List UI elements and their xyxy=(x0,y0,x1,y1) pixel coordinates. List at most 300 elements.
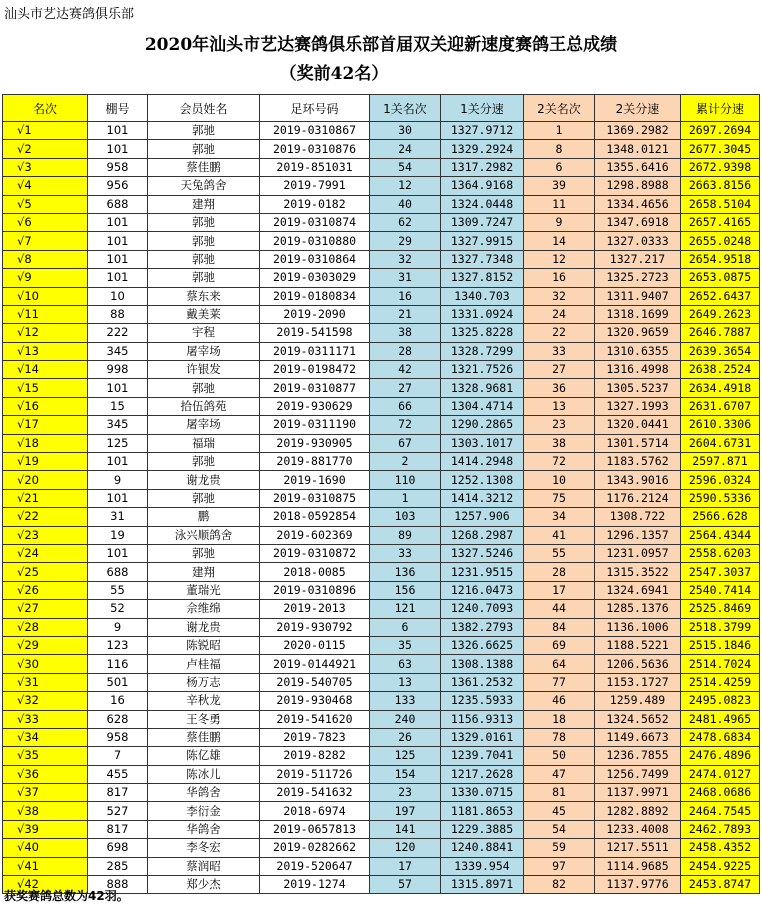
cell-rank: √14 xyxy=(3,361,88,379)
cell-member: 华鸽舍 xyxy=(148,784,260,802)
cell-rank: √31 xyxy=(3,673,88,691)
cell-total-speed: 2474.0127 xyxy=(681,765,760,783)
header-loft: 棚号 xyxy=(88,95,148,122)
cell-ring: 2019-1274 xyxy=(260,876,370,894)
cell-member: 郭驰 xyxy=(148,122,260,140)
cell-ring: 2019-0310876 xyxy=(260,140,370,158)
cell-member: 许银发 xyxy=(148,361,260,379)
cell-member: 蔡佳鹏 xyxy=(148,728,260,746)
cell-loft: 125 xyxy=(88,434,148,452)
cell-stage1-speed: 1325.8228 xyxy=(441,324,524,342)
cell-member: 建翔 xyxy=(148,563,260,581)
cell-member: 郭驰 xyxy=(148,250,260,268)
cell-stage2-rank: 55 xyxy=(524,544,595,562)
cell-member: 屠宰场 xyxy=(148,416,260,434)
cell-stage1-speed: 1315.8971 xyxy=(441,876,524,894)
cell-stage2-speed: 1343.9016 xyxy=(595,471,681,489)
cell-stage2-speed: 1136.1006 xyxy=(595,618,681,636)
cell-member: 泳兴顺鸽舍 xyxy=(148,526,260,544)
cell-loft: 88 xyxy=(88,305,148,323)
cell-loft: 101 xyxy=(88,232,148,250)
cell-rank: √11 xyxy=(3,305,88,323)
cell-stage2-speed: 1348.0121 xyxy=(595,140,681,158)
cell-stage2-rank: 36 xyxy=(524,379,595,397)
table-row xyxy=(3,287,760,305)
table-header-row xyxy=(3,95,760,122)
cell-total-speed: 2540.7414 xyxy=(681,581,760,599)
cell-rank: √18 xyxy=(3,434,88,452)
cell-member: 陈冰儿 xyxy=(148,765,260,783)
cell-stage1-speed: 1240.7093 xyxy=(441,600,524,618)
cell-stage1-rank: 12 xyxy=(370,177,441,195)
cell-stage1-speed: 1327.9915 xyxy=(441,232,524,250)
cell-member: 郭驰 xyxy=(148,544,260,562)
cell-member: 郭驰 xyxy=(148,269,260,287)
cell-stage2-rank: 75 xyxy=(524,489,595,507)
cell-ring: 2019-0310872 xyxy=(260,544,370,562)
cell-rank: √38 xyxy=(3,802,88,820)
cell-loft: 698 xyxy=(88,839,148,857)
cell-ring: 2019-541632 xyxy=(260,784,370,802)
cell-member: 宇程 xyxy=(148,324,260,342)
cell-stage2-rank: 1 xyxy=(524,122,595,140)
cell-ring: 2020-0115 xyxy=(260,636,370,654)
cell-stage1-rank: 121 xyxy=(370,600,441,618)
cell-loft: 9 xyxy=(88,471,148,489)
cell-ring: 2019-0310877 xyxy=(260,379,370,397)
cell-stage2-speed: 1316.4998 xyxy=(595,361,681,379)
cell-ring: 2019-851031 xyxy=(260,158,370,176)
cell-stage1-rank: 16 xyxy=(370,287,441,305)
cell-stage1-speed: 1328.7299 xyxy=(441,342,524,360)
cell-stage1-speed: 1231.9515 xyxy=(441,563,524,581)
cell-ring: 2019-0198472 xyxy=(260,361,370,379)
cell-stage1-speed: 1382.2793 xyxy=(441,618,524,636)
cell-stage1-speed: 1327.8152 xyxy=(441,269,524,287)
table-row xyxy=(3,508,760,526)
cell-stage1-rank: 72 xyxy=(370,416,441,434)
cell-rank: √41 xyxy=(3,857,88,875)
cell-stage1-rank: 28 xyxy=(370,342,441,360)
cell-stage2-speed: 1259.489 xyxy=(595,692,681,710)
cell-ring: 2018-6974 xyxy=(260,802,370,820)
cell-stage1-rank: 26 xyxy=(370,728,441,746)
table-row xyxy=(3,526,760,544)
cell-rank: √29 xyxy=(3,636,88,654)
cell-rank: √20 xyxy=(3,471,88,489)
cell-stage1-rank: 54 xyxy=(370,158,441,176)
cell-member: 戴美莱 xyxy=(148,305,260,323)
cell-loft: 688 xyxy=(88,195,148,213)
cell-ring: 2019-1690 xyxy=(260,471,370,489)
cell-stage1-speed: 1216.0473 xyxy=(441,581,524,599)
cell-stage2-rank: 97 xyxy=(524,857,595,875)
cell-total-speed: 2646.7887 xyxy=(681,324,760,342)
cell-ring: 2019-540705 xyxy=(260,673,370,691)
cell-rank: √17 xyxy=(3,416,88,434)
cell-stage2-rank: 78 xyxy=(524,728,595,746)
page-subtitle: （奖前42名） xyxy=(279,64,389,84)
cell-rank: √23 xyxy=(3,526,88,544)
cell-total-speed: 2566.628 xyxy=(681,508,760,526)
cell-member: 郭驰 xyxy=(148,232,260,250)
cell-rank: √27 xyxy=(3,600,88,618)
cell-stage2-speed: 1217.5511 xyxy=(595,839,681,857)
cell-ring: 2019-0180834 xyxy=(260,287,370,305)
cell-total-speed: 2658.5104 xyxy=(681,195,760,213)
cell-stage2-speed: 1153.1727 xyxy=(595,673,681,691)
cell-total-speed: 2495.0823 xyxy=(681,692,760,710)
cell-stage1-speed: 1217.2628 xyxy=(441,765,524,783)
cell-ring: 2019-602369 xyxy=(260,526,370,544)
cell-stage2-rank: 59 xyxy=(524,839,595,857)
cell-ring: 2019-881770 xyxy=(260,453,370,471)
table-row xyxy=(3,453,760,471)
cell-stage1-speed: 1240.8841 xyxy=(441,839,524,857)
cell-stage1-rank: 136 xyxy=(370,563,441,581)
results-table xyxy=(2,94,760,894)
cell-stage2-speed: 1236.7855 xyxy=(595,747,681,765)
cell-stage1-rank: 67 xyxy=(370,434,441,452)
cell-stage2-rank: 24 xyxy=(524,305,595,323)
table-row xyxy=(3,839,760,857)
cell-rank: √3 xyxy=(3,158,88,176)
cell-stage2-speed: 1233.4008 xyxy=(595,820,681,838)
cell-total-speed: 2677.3045 xyxy=(681,140,760,158)
cell-total-speed: 2525.8469 xyxy=(681,600,760,618)
cell-loft: 101 xyxy=(88,140,148,158)
cell-stage2-speed: 1318.1699 xyxy=(595,305,681,323)
table-row xyxy=(3,361,760,379)
cell-stage2-speed: 1231.0957 xyxy=(595,544,681,562)
cell-total-speed: 2634.4918 xyxy=(681,379,760,397)
cell-member: 华鸽舍 xyxy=(148,820,260,838)
table-row xyxy=(3,618,760,636)
cell-stage2-rank: 41 xyxy=(524,526,595,544)
cell-stage2-rank: 28 xyxy=(524,563,595,581)
cell-ring: 2019-930468 xyxy=(260,692,370,710)
cell-rank: √36 xyxy=(3,765,88,783)
cell-rank: √26 xyxy=(3,581,88,599)
cell-stage1-rank: 240 xyxy=(370,710,441,728)
cell-stage2-speed: 1324.6941 xyxy=(595,581,681,599)
cell-stage1-speed: 1304.4714 xyxy=(441,397,524,415)
cell-member: 卢桂福 xyxy=(148,655,260,673)
cell-loft: 19 xyxy=(88,526,148,544)
cell-rank: √40 xyxy=(3,839,88,857)
cell-total-speed: 2653.0875 xyxy=(681,269,760,287)
cell-total-speed: 2478.6834 xyxy=(681,728,760,746)
cell-stage2-speed: 1347.6918 xyxy=(595,213,681,231)
cell-stage2-rank: 22 xyxy=(524,324,595,342)
cell-rank: √24 xyxy=(3,544,88,562)
cell-stage1-rank: 125 xyxy=(370,747,441,765)
cell-stage1-rank: 62 xyxy=(370,213,441,231)
cell-member: 佘维绵 xyxy=(148,600,260,618)
cell-stage1-rank: 63 xyxy=(370,655,441,673)
cell-stage1-rank: 13 xyxy=(370,673,441,691)
cell-member: 郑少杰 xyxy=(148,876,260,894)
cell-rank: √8 xyxy=(3,250,88,268)
cell-total-speed: 2596.0324 xyxy=(681,471,760,489)
cell-rank: √35 xyxy=(3,747,88,765)
cell-stage2-speed: 1137.9776 xyxy=(595,876,681,894)
cell-loft: 527 xyxy=(88,802,148,820)
cell-stage1-speed: 1308.1388 xyxy=(441,655,524,673)
cell-stage2-speed: 1305.5237 xyxy=(595,379,681,397)
table-row xyxy=(3,784,760,802)
cell-member: 杨万志 xyxy=(148,673,260,691)
cell-member: 屠宰场 xyxy=(148,342,260,360)
cell-stage2-speed: 1311.9407 xyxy=(595,287,681,305)
cell-stage2-speed: 1256.7499 xyxy=(595,765,681,783)
cell-loft: 888 xyxy=(88,876,148,894)
cell-ring: 2018-0085 xyxy=(260,563,370,581)
cell-stage2-speed: 1183.5762 xyxy=(595,453,681,471)
cell-stage1-speed: 1326.6625 xyxy=(441,636,524,654)
cell-member: 董瑞光 xyxy=(148,581,260,599)
cell-loft: 101 xyxy=(88,489,148,507)
cell-stage2-speed: 1327.217 xyxy=(595,250,681,268)
cell-stage2-rank: 47 xyxy=(524,765,595,783)
cell-stage1-speed: 1361.2532 xyxy=(441,673,524,691)
cell-loft: 55 xyxy=(88,581,148,599)
cell-ring: 2019-7991 xyxy=(260,177,370,195)
cell-loft: 16 xyxy=(88,692,148,710)
cell-loft: 455 xyxy=(88,765,148,783)
cell-loft: 52 xyxy=(88,600,148,618)
cell-member: 辛秋龙 xyxy=(148,692,260,710)
cell-stage2-rank: 46 xyxy=(524,692,595,710)
cell-rank: √37 xyxy=(3,784,88,802)
cell-stage2-rank: 17 xyxy=(524,581,595,599)
cell-stage2-rank: 81 xyxy=(524,784,595,802)
table-row xyxy=(3,489,760,507)
cell-stage1-speed: 1290.2865 xyxy=(441,416,524,434)
cell-stage2-rank: 11 xyxy=(524,195,595,213)
cell-total-speed: 2518.3799 xyxy=(681,618,760,636)
cell-stage1-rank: 1 xyxy=(370,489,441,507)
cell-stage2-rank: 18 xyxy=(524,710,595,728)
cell-loft: 688 xyxy=(88,563,148,581)
cell-member: 王冬勇 xyxy=(148,710,260,728)
cell-rank: √22 xyxy=(3,508,88,526)
table-row xyxy=(3,655,760,673)
cell-stage2-speed: 1206.5636 xyxy=(595,655,681,673)
cell-stage2-rank: 38 xyxy=(524,434,595,452)
cell-total-speed: 2672.9398 xyxy=(681,158,760,176)
table-row xyxy=(3,857,760,875)
cell-stage2-speed: 1325.2723 xyxy=(595,269,681,287)
cell-rank: √16 xyxy=(3,397,88,415)
cell-stage1-rank: 33 xyxy=(370,544,441,562)
cell-ring: 2019-0303029 xyxy=(260,269,370,287)
cell-ring: 2019-7823 xyxy=(260,728,370,746)
table-row xyxy=(3,765,760,783)
cell-loft: 501 xyxy=(88,673,148,691)
cell-stage1-rank: 17 xyxy=(370,857,441,875)
cell-total-speed: 2453.8747 xyxy=(681,876,760,894)
cell-total-speed: 2476.4896 xyxy=(681,747,760,765)
cell-rank: √21 xyxy=(3,489,88,507)
cell-loft: 116 xyxy=(88,655,148,673)
table-row xyxy=(3,232,760,250)
cell-ring: 2019-0144921 xyxy=(260,655,370,673)
cell-rank: √32 xyxy=(3,692,88,710)
cell-stage2-rank: 64 xyxy=(524,655,595,673)
cell-stage1-speed: 1331.0924 xyxy=(441,305,524,323)
cell-rank: √6 xyxy=(3,213,88,231)
cell-stage1-speed: 1340.703 xyxy=(441,287,524,305)
cell-total-speed: 2597.871 xyxy=(681,453,760,471)
cell-member: 天兔鸽舍 xyxy=(148,177,260,195)
cell-ring: 2019-541598 xyxy=(260,324,370,342)
cell-total-speed: 2464.7545 xyxy=(681,802,760,820)
cell-rank: √12 xyxy=(3,324,88,342)
cell-stage2-speed: 1308.722 xyxy=(595,508,681,526)
cell-loft: 101 xyxy=(88,379,148,397)
org-name: 汕头市艺达赛鸽俱乐部 xyxy=(4,7,135,22)
cell-stage1-rank: 29 xyxy=(370,232,441,250)
cell-ring: 2019-0311171 xyxy=(260,342,370,360)
cell-rank: √30 xyxy=(3,655,88,673)
cell-stage1-speed: 1328.9681 xyxy=(441,379,524,397)
cell-ring: 2019-0311190 xyxy=(260,416,370,434)
cell-loft: 958 xyxy=(88,728,148,746)
cell-stage1-rank: 156 xyxy=(370,581,441,599)
cell-total-speed: 2663.8156 xyxy=(681,177,760,195)
cell-stage1-speed: 1414.3212 xyxy=(441,489,524,507)
table-row xyxy=(3,140,760,158)
cell-ring: 2019-930905 xyxy=(260,434,370,452)
cell-rank: √33 xyxy=(3,710,88,728)
cell-stage2-rank: 16 xyxy=(524,269,595,287)
cell-stage2-speed: 1327.0333 xyxy=(595,232,681,250)
cell-ring: 2019-511726 xyxy=(260,765,370,783)
header-ring: 足环号码 xyxy=(260,95,370,122)
cell-loft: 345 xyxy=(88,342,148,360)
cell-loft: 101 xyxy=(88,269,148,287)
table-row xyxy=(3,158,760,176)
cell-loft: 31 xyxy=(88,508,148,526)
cell-rank: √19 xyxy=(3,453,88,471)
cell-stage2-speed: 1114.9685 xyxy=(595,857,681,875)
cell-loft: 345 xyxy=(88,416,148,434)
cell-stage1-speed: 1327.7348 xyxy=(441,250,524,268)
cell-loft: 123 xyxy=(88,636,148,654)
cell-member: 郭驰 xyxy=(148,379,260,397)
cell-stage1-rank: 66 xyxy=(370,397,441,415)
cell-stage1-rank: 154 xyxy=(370,765,441,783)
cell-total-speed: 2515.1846 xyxy=(681,636,760,654)
cell-member: 郭驰 xyxy=(148,213,260,231)
cell-stage2-rank: 45 xyxy=(524,802,595,820)
cell-stage1-rank: 89 xyxy=(370,526,441,544)
cell-stage2-speed: 1324.5652 xyxy=(595,710,681,728)
cell-loft: 7 xyxy=(88,747,148,765)
cell-member: 鹏 xyxy=(148,508,260,526)
cell-total-speed: 2564.4344 xyxy=(681,526,760,544)
cell-ring: 2019-541620 xyxy=(260,710,370,728)
cell-total-speed: 2462.7893 xyxy=(681,820,760,838)
table-row xyxy=(3,324,760,342)
cell-ring: 2019-520647 xyxy=(260,857,370,875)
cell-ring: 2019-0310896 xyxy=(260,581,370,599)
footer-note: 获奖赛鸽总数为42羽。 xyxy=(4,889,129,903)
cell-stage2-rank: 54 xyxy=(524,820,595,838)
cell-member: 谢龙贵 xyxy=(148,471,260,489)
cell-stage2-rank: 27 xyxy=(524,361,595,379)
cell-ring: 2019-0310880 xyxy=(260,232,370,250)
cell-stage1-speed: 1252.1308 xyxy=(441,471,524,489)
table-row xyxy=(3,250,760,268)
cell-stage2-speed: 1296.1357 xyxy=(595,526,681,544)
cell-stage2-rank: 50 xyxy=(524,747,595,765)
cell-member: 蔡润昭 xyxy=(148,857,260,875)
cell-member: 李冬宏 xyxy=(148,839,260,857)
cell-total-speed: 2514.7024 xyxy=(681,655,760,673)
cell-stage2-rank: 82 xyxy=(524,876,595,894)
cell-member: 谢龙贵 xyxy=(148,618,260,636)
cell-stage2-rank: 44 xyxy=(524,600,595,618)
cell-rank: √15 xyxy=(3,379,88,397)
cell-stage2-speed: 1285.1376 xyxy=(595,600,681,618)
cell-stage2-rank: 8 xyxy=(524,140,595,158)
cell-ring: 2019-0310874 xyxy=(260,213,370,231)
table-row xyxy=(3,600,760,618)
cell-stage1-rank: 103 xyxy=(370,508,441,526)
cell-stage2-speed: 1369.2982 xyxy=(595,122,681,140)
cell-total-speed: 2655.0248 xyxy=(681,232,760,250)
cell-stage1-speed: 1235.5933 xyxy=(441,692,524,710)
table-row xyxy=(3,379,760,397)
cell-stage2-rank: 84 xyxy=(524,618,595,636)
cell-stage2-rank: 34 xyxy=(524,508,595,526)
results-body xyxy=(3,122,760,894)
cell-stage2-rank: 14 xyxy=(524,232,595,250)
cell-total-speed: 2468.0686 xyxy=(681,784,760,802)
cell-stage1-speed: 1317.2982 xyxy=(441,158,524,176)
cell-stage2-rank: 10 xyxy=(524,471,595,489)
cell-stage2-rank: 12 xyxy=(524,250,595,268)
cell-stage1-speed: 1364.9168 xyxy=(441,177,524,195)
table-row xyxy=(3,269,760,287)
cell-stage2-speed: 1301.5714 xyxy=(595,434,681,452)
cell-stage1-speed: 1257.906 xyxy=(441,508,524,526)
table-row xyxy=(3,177,760,195)
table-row xyxy=(3,563,760,581)
cell-stage1-speed: 1327.9712 xyxy=(441,122,524,140)
cell-ring: 2018-0592854 xyxy=(260,508,370,526)
cell-total-speed: 2547.3037 xyxy=(681,563,760,581)
cell-stage1-rank: 24 xyxy=(370,140,441,158)
cell-stage1-rank: 35 xyxy=(370,636,441,654)
cell-ring: 2019-0310867 xyxy=(260,122,370,140)
header-member: 会员姓名 xyxy=(148,95,260,122)
cell-loft: 15 xyxy=(88,397,148,415)
cell-stage1-speed: 1324.0448 xyxy=(441,195,524,213)
cell-stage1-speed: 1327.5246 xyxy=(441,544,524,562)
cell-stage1-rank: 197 xyxy=(370,802,441,820)
cell-rank: √25 xyxy=(3,563,88,581)
cell-rank: √2 xyxy=(3,140,88,158)
page-title: 2020年汕头市艺达赛鸽俱乐部首届双关迎新速度赛鸽王总成绩 xyxy=(144,35,618,55)
cell-stage1-speed: 1321.7526 xyxy=(441,361,524,379)
cell-stage2-rank: 32 xyxy=(524,287,595,305)
cell-stage2-speed: 1320.9659 xyxy=(595,324,681,342)
cell-loft: 101 xyxy=(88,453,148,471)
header-stage1-rank: 1关名次 xyxy=(370,95,441,122)
